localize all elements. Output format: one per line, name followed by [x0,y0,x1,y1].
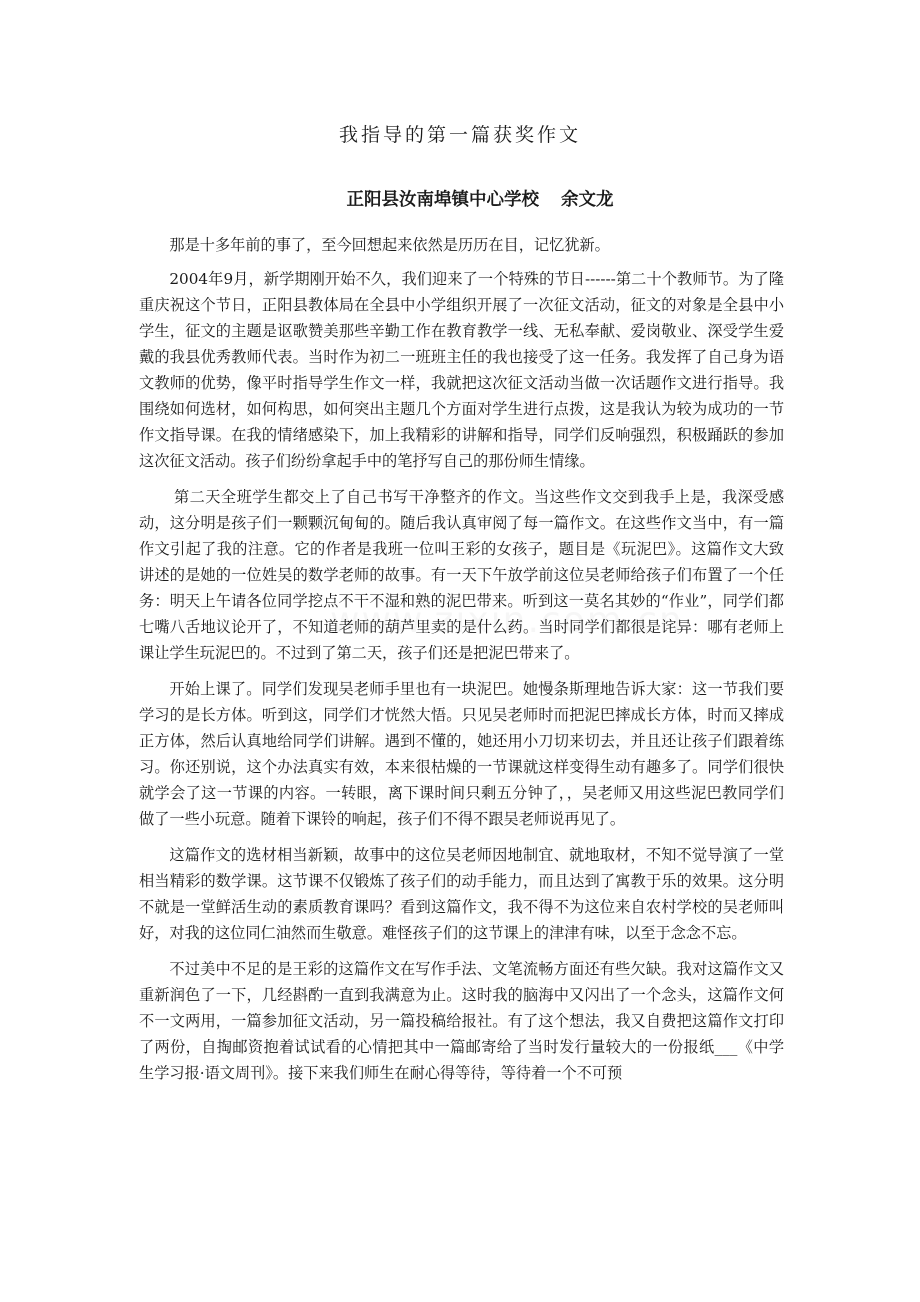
author-name: 余文龙 [561,190,614,210]
document-subtitle [0,186,920,214]
paragraph: 这篇作文的选材相当新颖，故事中的这位吴老师因地制宜、就地取材，不知不觉导演了一堂相当精彩的数学课。这节课不仅锻炼了孩子们的动手能力，而且达到了寓教于乐的效果。这分明不就是一堂鲜活生动的素质教育课吗？看到这篇作文，我不得不为这位来自农村学校的吴老师叫好，对我的这位同仁油然而生敬意。难怪孩子们的这节课上的津津有味，以至于念念不忘。 [139,846,784,942]
paragraph: 那是十多年前的事了，至今回想起来依然是历历在目，记忆犹新。 [169,236,610,254]
author-school: 正阳县汝南埠镇中心学校 [346,190,539,210]
paragraph: 不过美中不足的是王彩的这篇作文在写作手法、文笔流畅方面还有些欠缺。我对这篇作文又重新润色了一下，几经斟酌一直到我满意为止。这时我的脑海中又闪出了一个念头，这篇作文何不一文两用，一篇参加征文活动，另一篇投稿给报社。有了这个想法，我又自费把这篇作文打印了两份，自掏邮资抱着试试看的心情把其中一篇邮寄给了当时发行量较大的一份报纸___《中学生学习报·语文周刊》。接下来我们师生在耐心得等待，等待着一个不可预 [139,960,784,1082]
paragraph: 2004年9月，新学期刚开始不久，我们迎来了一个特殊的节日------第二十个教师节。为了隆重庆祝这个节日，正阳县教体局在全县中小学组织开展了一次征文活动，征文的对象是全县中小学生，征文的主题是讴歌赞美那些辛勤工作在教育教学一线、无私奉献、爱岗敬业、深受学生爱戴的我县优秀教师代表。当时作为初二一班班主任的我也接受了这一任务。我发挥了自己身为语文教师的优势，像平时指导学生作文一样，我就把这次征文活动当做一次话题作文进行指导。我围绕如何选材，如何构思，如何突出主题几个方面对学生进行点拨，这是我认为较为成功的一节作文指导课。在我的情绪感染下，加上我精彩的讲解和指导，同学们反响强烈，积极踊跃的参加这次征文活动。孩子们纷纷拿起手中的笔抒写自己的那份师生情缘。 [139,270,784,470]
article-body [139,232,784,1096]
paragraph: 开始上课了。同学们发现吴老师手里也有一块泥巴。她慢条斯理地告诉大家：这一节我们要学习的是长方体。听到这，同学们才恍然大悟。只见吴老师时而把泥巴摔成长方体，时而又摔成正方体，然后认真地给同学们讲解。遇到不懂的，她还用小刀切来切去，并且还让孩子们跟着练习。你还别说，这个办法真实有效，本来很枯燥的一节课就这样变得生动有趣多了。同学们很快就学会了这一节课的内容。一转眼，离下课时间只剩五分钟了，，吴老师又用这些泥巴教同学们做了一些小玩意。随着下课铃的响起，孩子们不得不跟吴老师说再见了。 [139,680,784,828]
paragraph: 第二天全班学生都交上了自己书写干净整齐的作文。当这些作文交到我手上是，我深受感动，这分明是孩子们一颗颗沉甸甸的。随后我认真审阅了每一篇作文。在这些作文当中，有一篇作文引起了我的注意。它的作者是我班一位叫王彩的女孩子，题目是《玩泥巴》。这篇作文大致讲述的是她的一位姓吴的数学老师的故事。有一天下午放学前这位吴老师给孩子们布置了一个任务：明天上午请各位同学挖点不干不湿和熟的泥巴带来。听到这一莫名其妙的“作业”，同学们都七嘴八舌地议论开了，不知道老师的葫芦里卖的是什么药。当时同学们都很是诧异：哪有老师上课让学生玩泥巴的。不过到了第二天，孩子们还是把泥巴带来了。 [139,488,784,662]
document-title: 我指导的第一篇获奖作文 [338,124,581,146]
